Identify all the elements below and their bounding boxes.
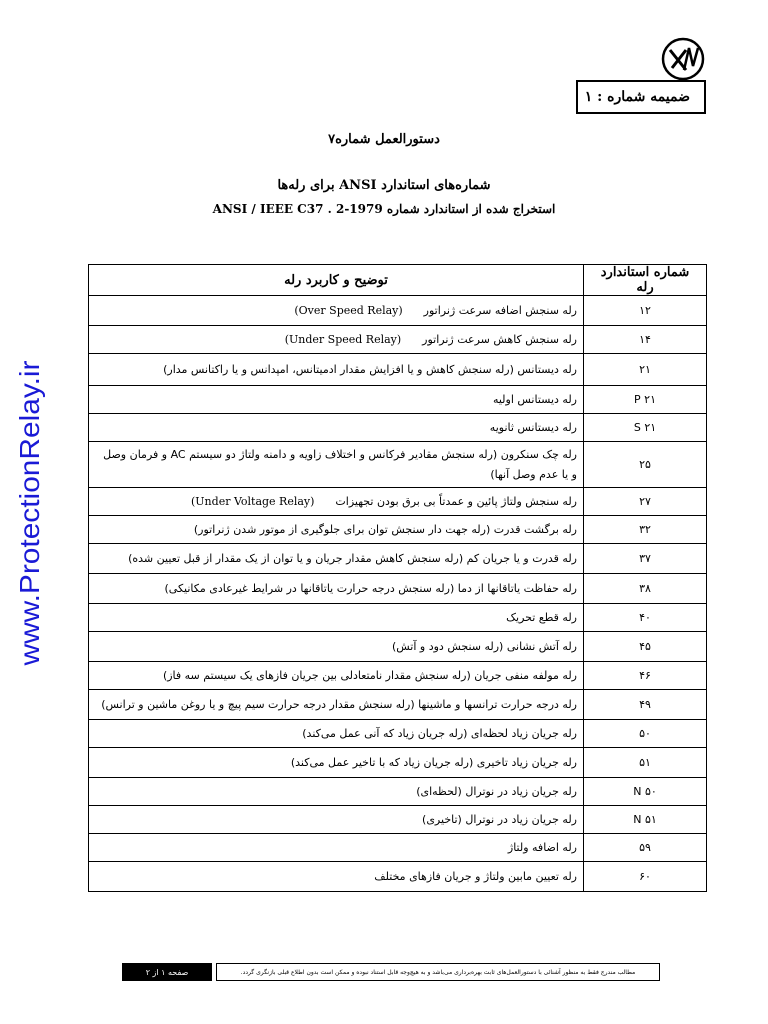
table-row [89, 386, 707, 414]
relay-description-cell [89, 442, 584, 488]
relay-number: ۶۰ [584, 862, 707, 892]
relay-description-cell [89, 544, 584, 574]
relay-description: رله سنجش کاهش سرعت ژنراتور [422, 332, 577, 346]
relay-number: ۵۱ N [584, 806, 707, 834]
relay-number: ۳۲ [584, 516, 707, 544]
table-row [89, 748, 707, 778]
header-number: شماره استاندارد رله [584, 265, 707, 296]
relay-number: ۵۰ [584, 720, 707, 748]
table-row [89, 690, 707, 720]
relay-description: رله جریان زیاد تاخیری (رله جریان زیاد که با تاخیر عمل می‌کند) [290, 755, 577, 769]
annex-label-box [576, 80, 706, 114]
relay-description-cell [89, 604, 584, 632]
relay-number: ۵۱ [584, 748, 707, 778]
table-row [89, 806, 707, 834]
table-row [89, 632, 707, 662]
relay-description: رله قطع تحریک [506, 610, 577, 624]
relay-number: ۴۶ [584, 662, 707, 690]
relay-number: ۲۷ [584, 488, 707, 516]
relay-number: ۲۵ [584, 442, 707, 488]
relay-description-cell [89, 806, 584, 834]
relay-english-name: (Over Speed Relay) [294, 303, 403, 317]
table-row [89, 296, 707, 326]
relay-number: ۵۹ [584, 834, 707, 862]
relay-description: رله جریان زیاد در نوترال (لحظه‌ای) [416, 784, 577, 798]
annex-label: ضمیمه شماره : ۱ [584, 89, 690, 105]
table-row [89, 488, 707, 516]
relay-description: رله قدرت و یا جریان کم (رله سنجش کاهش مقدار جریان و یا توان از یک مقدار از قبل تعیین شده) [128, 551, 577, 565]
instruction-title: دستورالعمل شماره۷ [328, 132, 440, 147]
table-row [89, 442, 707, 488]
table-row [89, 516, 707, 544]
table-row [89, 604, 707, 632]
relay-description: رله برگشت قدرت (رله جهت دار سنجش توان برای جلوگیری از موتور شدن ژنراتور) [193, 522, 577, 536]
relay-description-cell [89, 386, 584, 414]
table-row [89, 720, 707, 748]
watermark-text: www.ProtectionRelay.ir [14, 379, 45, 666]
footer-disclaimer: مطالب مندرج فقط به منظور آشنائی با دستورالعمل‌های ثابت بهره‌برداری می‌باشد و به هیچ‌وجه قابل استناد نبوده و ممکن است بدون اطلاع قبلی بازنگری گردد. [216, 963, 660, 981]
relay-number: ۲۱ [584, 354, 707, 386]
relay-description: رله اضافه ولتاژ [507, 840, 577, 854]
relay-number: ۵۰ N [584, 778, 707, 806]
table-row [89, 354, 707, 386]
relay-description-cell [89, 414, 584, 442]
source-code: ANSI / IEEE C37 . 2-1979 [212, 202, 383, 216]
table-row [89, 574, 707, 604]
relay-number: ۳۸ [584, 574, 707, 604]
relay-number: ۱۴ [584, 326, 707, 354]
relay-description-cell [89, 748, 584, 778]
source-line [0, 202, 768, 216]
relay-description: رله جریان زیاد لحظه‌ای (رله جریان زیاد که آنی عمل می‌کند) [302, 726, 577, 740]
relay-table-body [89, 296, 707, 892]
relay-description: رله حفاظت یاتاقانها از دما (رله سنجش درجه حرارت یاتاقانها در شرایط غیرعادی مکانیکی) [164, 581, 577, 595]
relay-description-cell [89, 834, 584, 862]
relay-description: رله سنجش اضافه سرعت ژنراتور [423, 303, 577, 317]
page-indicator: صفحه ۱ از ۲ [122, 963, 212, 981]
relay-description: رله دیستانس (رله سنجش کاهش و یا افزایش مقدار ادمیتانس، امپدانس و یا راکتانس مدار) [163, 362, 577, 376]
relay-english-name: (Under Speed Relay) [284, 332, 402, 346]
relay-number: ۱۲ [584, 296, 707, 326]
relay-number: ۴۰ [584, 604, 707, 632]
relay-description-cell [89, 488, 584, 516]
relay-description-cell [89, 574, 584, 604]
relay-description: رله درجه حرارت ترانسها و ماشینها (رله سنجش مقدار درجه حرارت سیم پیچ و یا روغن ماشین و ترانس) [101, 697, 577, 711]
relay-description-cell [89, 862, 584, 892]
relay-number: ۳۷ [584, 544, 707, 574]
relay-description-cell [89, 778, 584, 806]
source-prefix: استخراج شده از استاندارد شماره [386, 202, 556, 216]
watermark-url [6, 358, 50, 668]
relay-description: رله سنجش ولتاژ پائین و عمدتاً بی برق بودن تجهیزات [335, 494, 577, 508]
relay-number: ۲۱ S [584, 414, 707, 442]
relay-description-cell [89, 354, 584, 386]
relay-description: رله آتش نشانی (رله سنجش دود و آتش) [391, 639, 577, 653]
table-row [89, 326, 707, 354]
relay-description: رله تعیین مابین ولتاژ و جریان فازهای مختلف [374, 869, 577, 883]
relay-description-cell [89, 690, 584, 720]
relay-number: ۴۹ [584, 690, 707, 720]
table-header-row [89, 265, 707, 296]
relay-description-cell [89, 632, 584, 662]
relay-description-cell [89, 516, 584, 544]
relay-description-cell [89, 720, 584, 748]
company-logo-icon [660, 36, 706, 82]
relay-description: رله دیستانس اولیه [492, 392, 577, 406]
table-row [89, 834, 707, 862]
table-row [89, 544, 707, 574]
table-row [89, 414, 707, 442]
relay-english-name: (Under Voltage Relay) [191, 494, 315, 508]
relay-description: رله جریان زیاد در نوترال (تاخیری) [422, 812, 577, 826]
relay-description-cell [89, 662, 584, 690]
table-row [89, 662, 707, 690]
relay-table [88, 264, 707, 892]
relay-description: رله چک سنکرون (رله سنجش مقادیر فرکانس و اختلاف زاویه و دامنه ولتاژ دو سیستم AC و فرمان وصل و یا عدم وصل آنها) [103, 447, 577, 481]
document-heading: شماره‌های استاندارد ANSI برای رله‌ها [277, 178, 491, 193]
header-description: توضیح و کاربرد رله [89, 265, 584, 296]
table-row [89, 778, 707, 806]
relay-description: رله دیستانس ثانویه [489, 420, 577, 434]
table-row [89, 862, 707, 892]
relay-description-cell [89, 326, 584, 354]
relay-number: ۲۱ P [584, 386, 707, 414]
relay-description: رله مولفه منفی جریان (رله سنجش مقدار نامتعادلی بین جریان فازهای یک سیستم سه فاز) [162, 668, 577, 682]
relay-description-cell [89, 296, 584, 326]
relay-number: ۴۵ [584, 632, 707, 662]
